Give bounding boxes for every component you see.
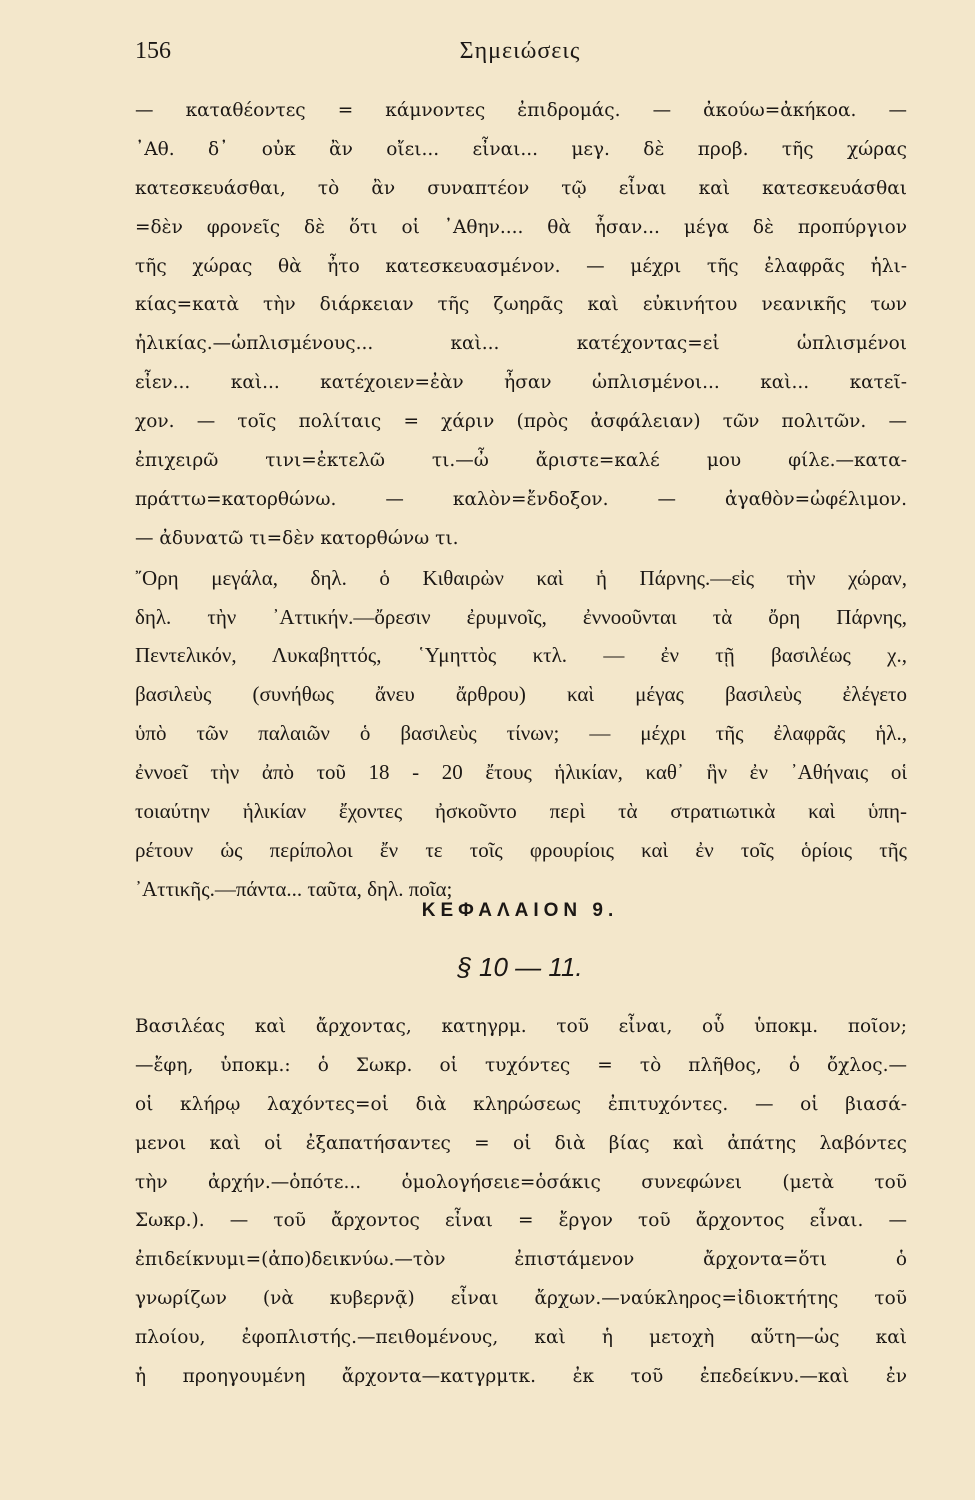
text-line: δηλ. τὴν ᾿Αττικήν.—ὄρεσιν ἐρυμνοῖς, ἐννοοῦνται τὰ ὄρη Πάρνης, — [135, 604, 907, 629]
text-line: γνωρίζων (νὰ κυβερνᾷ) εἶναι ἄρχων.—ναύκληρος=ἰδιοκτήτης τοῦ — [135, 1288, 907, 1310]
page-number: 156 — [135, 38, 171, 64]
page-header — [135, 38, 905, 78]
text-line: ᾿Αθ. δ᾿ οὐκ ἂν οἴει... εἶναι... μεγ. δὲ προβ. τῆς χώρας — [135, 138, 907, 160]
text-line: ἐπιχειρῶ τινι=ἐκτελῶ τι.—ὦ ἄριστε=καλέ μου φίλε.—κατα- — [135, 450, 907, 472]
text-line: μενοι καὶ οἱ ἐξαπατήσαντες = οἱ διὰ βίας καὶ ἀπάτης λαβόντες — [135, 1132, 907, 1154]
text-line: χον. — τοῖς πολίταις = χάριν (πρὸς ἀσφάλειαν) τῶν πολιτῶν. — — [135, 411, 907, 433]
text-line: τῆς χώρας θὰ ἦτο κατεσκευασμένον. — μέχρι τῆς ἐλαφρᾶς ἡλι- — [135, 255, 907, 277]
running-title: Σημειώσεις — [459, 38, 581, 64]
text-line: οἱ κλήρῳ λαχόντες=οἱ διὰ κληρώσεως ἐπιτυχόντες. — οἱ βιασά- — [135, 1093, 907, 1115]
notes-block — [135, 92, 907, 909]
text-line: εἶεν... καὶ... κατέχοιεν=ἐὰν ἦσαν ὡπλισμένοι... καὶ... κατεῖ- — [135, 372, 907, 394]
text-line: — ἀδυνατῶ τι=δὲν κατορθώνω τι. — [135, 527, 459, 549]
text-line: ᾿Αττικῆς.—πάντα... ταῦτα, δηλ. ποῖα; — [135, 876, 453, 901]
text-line: κίας=κατὰ τὴν διάρκειαν τῆς ζωηρᾶς καὶ εὐκινήτου νεανικῆς των — [135, 294, 907, 316]
text-line: τὴν ἀρχήν.—ὁπότε... ὁμολογήσειε=ὁσάκις συνεφώνει (μετὰ τοῦ — [135, 1171, 907, 1193]
text-line: τοιαύτην ἡλικίαν ἔχοντες ἠσκοῦντο περὶ τὰ στρατιωτικὰ καὶ ὑπη- — [135, 799, 907, 824]
text-line: — καταθέοντες = κάμνοντες ἐπιδρομάς. — ἀκούω=ἀκήκοα. — — [135, 100, 907, 121]
text-line: κατεσκευάσθαι, τὸ ἂν συναπτέον τῷ εἶναι καὶ κατεσκευάσθαι — [135, 177, 907, 199]
section-heading: § 10 — 11. — [457, 952, 583, 982]
text-line: βασιλεὺς (συνήθως ἄνευ ἄρθρου) καὶ μέγας βασιλεὺς ἐλέγετο — [135, 682, 907, 707]
text-line: Βασιλέας καὶ ἄρχοντας, κατηγρμ. τοῦ εἶναι, οὗ ὑποκμ. ποῖον; — [135, 1016, 907, 1037]
text-line: ρέτουν ὡς περίπολοι ἔν τε τοῖς φρουρίοις καὶ ἐν τοῖς ὁρίοις τῆς — [135, 837, 907, 862]
text-line: ὑπὸ τῶν παλαιῶν ὁ βασιλεὺς τίνων; — μέχρι τῆς ἐλαφρᾶς ἡλ., — [135, 721, 907, 746]
text-line: ἡ προηγουμένη ἄρχοντα—κατγρμτκ. ἐκ τοῦ ἐπεδείκνυ.—καὶ ἐν — [135, 1366, 907, 1388]
text-line: Πεντελικόν, Λυκαβηττός, ῾Υμηττὸς κτλ. — ἐν τῇ βασιλέως χ., — [135, 643, 907, 668]
text-line: ἐννοεῖ τὴν ἀπὸ τοῦ 18 - 20 ἔτους ἡλικίαν, καθ᾿ ἣν ἐν ᾿Αθήναις οἱ — [135, 760, 907, 785]
text-line: =δὲν φρονεῖς δὲ ὅτι οἱ ᾿Αθην.... θὰ ἦσαν... μέγα δὲ προπύργιον — [135, 216, 907, 238]
text-line: —ἔφη, ὑποκμ.: ὁ Σωκρ. οἱ τυχόντες = τὸ πλῆθος, ὁ ὄχλος.— — [135, 1054, 907, 1076]
text-line: πράττω=κατορθώνω. — καλὸν=ἔνδοξον. — ἀγαθὸν=ὠφέλιμον. — [135, 488, 907, 510]
text-line: ῎Ορη μεγάλα, δηλ. ὁ Κιθαιρὼν καὶ ἡ Πάρνης.—εἰς τὴν χώραν, — [135, 565, 907, 590]
text-line: πλοίου, ἐφοπλιστής.—πειθομένους, καὶ ἡ μετοχὴ αὕτη—ὡς καὶ — [135, 1327, 907, 1349]
text-line: Σωκρ.). — τοῦ ἄρχοντος εἶναι = ἔργον τοῦ ἄρχοντος εἶναι. — — [135, 1210, 907, 1232]
text-line: ἡλικίας.—ὡπλισμένους... καὶ... κατέχοντας=εἰ ὡπλισμένοι — [135, 333, 907, 355]
text-line: ἐπιδείκνυμι=(ἀπο)δεικνύω.—τὸν ἐπιστάμενον ἄρχοντα=ὅτι ὁ — [135, 1249, 907, 1271]
chapter-heading: ΚΕΦΑΛΑΙΟΝ 9. — [421, 900, 619, 921]
notes-block-2 — [135, 1008, 907, 1397]
